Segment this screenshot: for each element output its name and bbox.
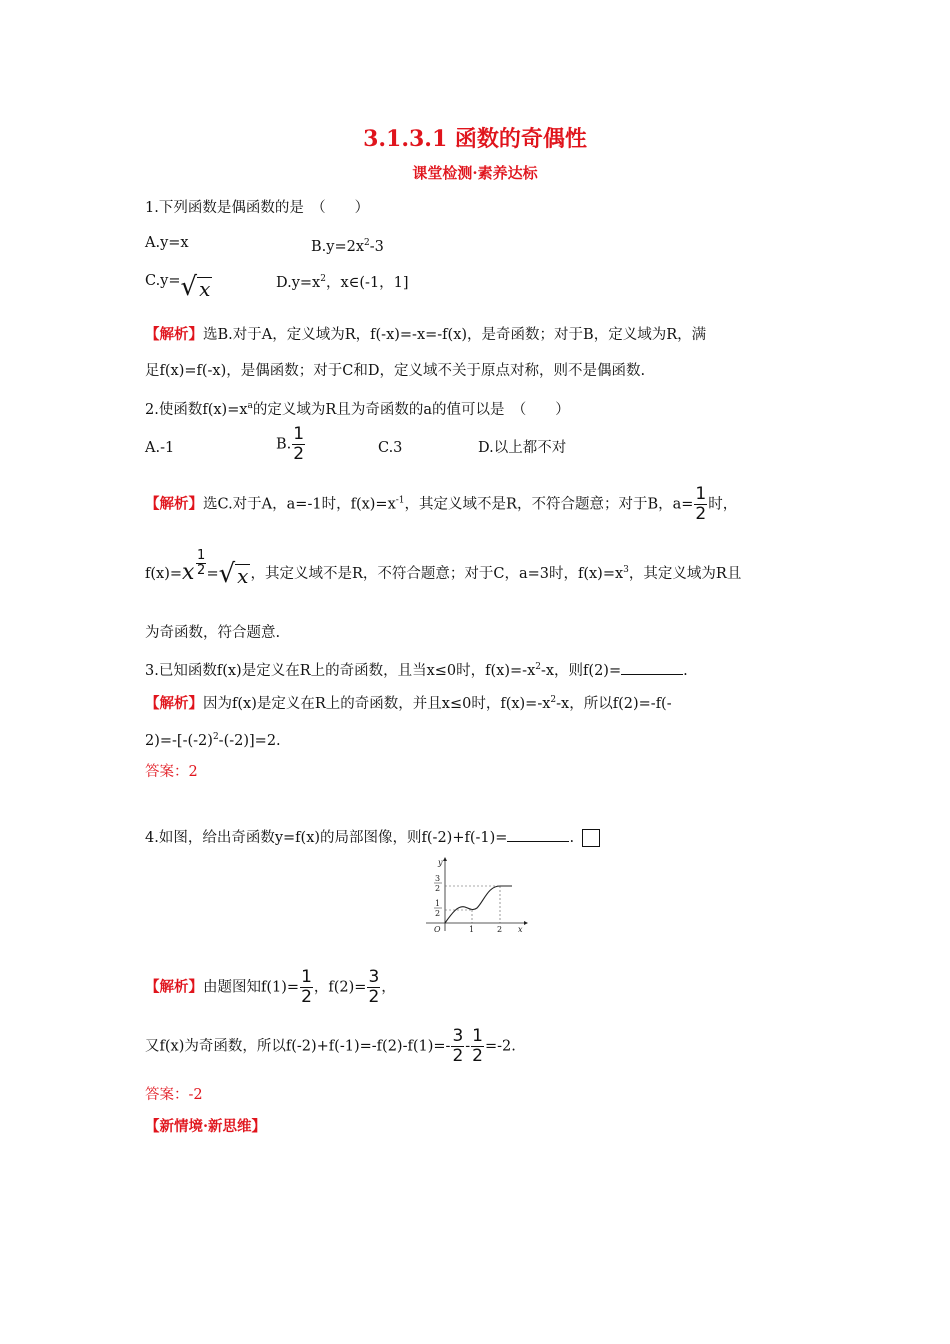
answer-blank (621, 660, 683, 675)
origin-label: O (434, 925, 441, 934)
fraction: $\frac{3}{2}$ (368, 967, 380, 1007)
q4-answer: 答案：-2 (145, 1087, 203, 1103)
q1-analysis-line2: 足f(x)=f(-x)，是偶函数；对于C和D，定义域不关于原点对称，则不是偶函数. (145, 363, 646, 379)
answer-box (582, 829, 600, 847)
y-tick-denominator-2: 2 (435, 909, 441, 918)
q2-option-b: B. $\frac{1}{2}$ (276, 424, 305, 464)
sqrt-symbol: √ x (180, 272, 211, 302)
function-graph (420, 855, 532, 935)
q1-option-c: C.y= √ x (145, 272, 211, 302)
x-axis-label: x (518, 925, 523, 934)
q4-analysis-line1: 【解析】由题图知f(1)= $\frac{1}{2}$ ，f(2)= $\frac{3}{2}$ ， (145, 967, 396, 1007)
fraction: $\frac{1}{2}$ (472, 1026, 483, 1066)
y-axis-label: y (438, 858, 443, 867)
y-tick-denominator-2: 2 (435, 884, 441, 893)
q2-analysis-line3: 为奇函数，符合题意. (145, 625, 281, 641)
q4-stem: 4.如图，给出奇函数y=f(x)的局部图像，则f(-2)+f(-1)= . (145, 827, 600, 848)
q2-option-a: A.-1 (145, 440, 175, 456)
y-axis-arrow (443, 857, 447, 861)
fraction: $\frac{1}{2}$ (293, 424, 305, 464)
fraction: $\frac{1}{2}$ (695, 484, 707, 524)
q2-analysis-line1: 【解析】选C.对于A，a=-1时，$f(x)=x^{-1}$，其定义域不是R，不符合题意；对于B，a= $\frac{1}{2}$ 时， (145, 484, 738, 524)
sqrt-symbol: √ x (218, 558, 249, 589)
q1-stem: 1.下列函数是偶函数的是 （ ） (145, 200, 370, 216)
q2-option-d: D.以上都不对 (478, 440, 567, 456)
q3-analysis-line1: 【解析】因为f(x)是定义在R上的奇函数，并且x≤0时，$f(x)=-x^2-x$，所以f(2)=-f(- (145, 694, 672, 712)
section-tag-new-context: 【新情境·新思维】 (145, 1118, 267, 1135)
q3-stem: 3.已知函数f(x)是定义在R上的奇函数，且当x≤0时，$f(x)=-x^2-x$，则f(2)= . (145, 657, 688, 681)
x-axis-arrow (524, 921, 528, 925)
page-title: 3.1.3.1 函数的奇偶性 (363, 126, 587, 152)
x-tick-2: 2 (497, 925, 503, 934)
q1-option-a: A.y=x (145, 235, 189, 251)
q1-option-d: $D.y=x^2$，x∈(-1，1] (276, 274, 409, 291)
x-tick-1: 1 (469, 925, 475, 934)
q2-analysis-line2: f(x)=x $\frac{1}{2}$ = √ x ，其定义域不是R，不符合题意；对于C，a=3时，$f(x)=x^3$，其定义域为R且 (145, 547, 742, 589)
q2-option-c: C.3 (378, 440, 403, 456)
fraction: $\frac{1}{2}$ (301, 967, 312, 1007)
y-tick-numerator-3: 3 (435, 874, 441, 883)
y-tick-numerator-1: 1 (435, 899, 441, 908)
q2-stem: 2.使函数$f(x)=x^a$的定义域为R且为奇函数的a的值可以是 （ ） (145, 401, 570, 418)
exponent-fraction: $\frac{1}{2}$ (197, 547, 206, 578)
answer-blank (507, 827, 569, 842)
q3-analysis-line2: $2)=-[-(-2)^2-(-2)]=2$. (145, 732, 281, 749)
page-subtitle: 课堂检测·素养达标 (412, 164, 538, 182)
q1-analysis-line1: 【解析】选B.对于A，定义域为R，f(-x)=-x=-f(x)，是奇函数；对于B，定义域为R，满 (145, 326, 707, 343)
q4-analysis-line2: 又f(x)为奇函数，所以f(-2)+f(-1)=-f(2)-f(1)=- $\frac{3}{2}$ - $\frac{1}{2}$ =-2. (145, 1026, 516, 1066)
q1-option-b: $B.y=2x^2-3$ (311, 238, 384, 255)
fraction: $\frac{3}{2}$ (452, 1026, 464, 1066)
function-curve (445, 886, 512, 923)
q3-answer: 答案：2 (145, 764, 198, 780)
